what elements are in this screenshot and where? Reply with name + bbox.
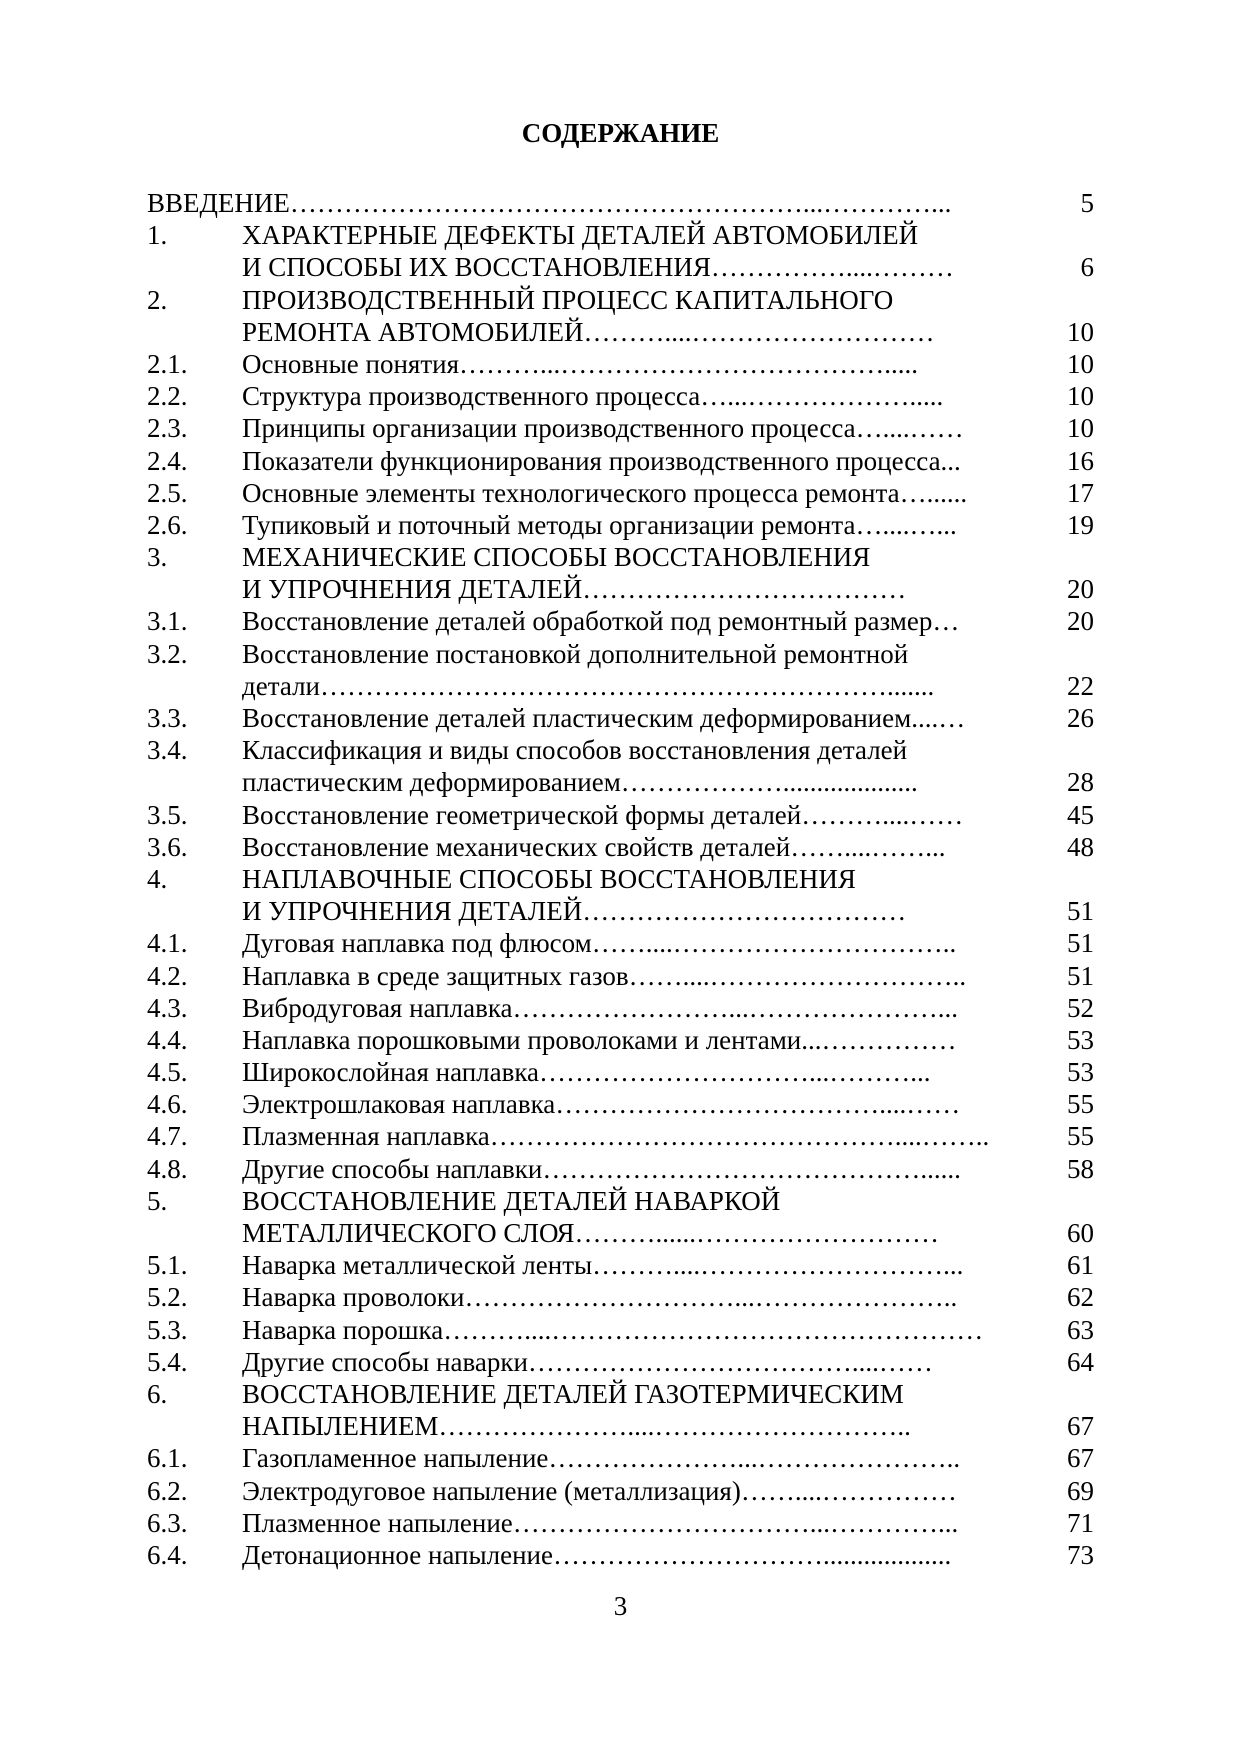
toc-entry-page: 48: [1067, 831, 1094, 862]
toc-entry-page: 10: [1067, 348, 1094, 379]
toc-entry: [147, 1410, 1097, 1442]
toc-entry-page: 10: [1067, 316, 1094, 347]
toc-entry: [147, 1539, 1097, 1571]
toc-entry-title: Наварка порошка………....…………………………………………: [242, 1314, 984, 1345]
toc-entry-title: И СПОСОБЫ ИХ ВОССТАНОВЛЕНИЯ……………....………: [242, 252, 954, 283]
toc-entry-number: 2.1.: [147, 348, 188, 379]
toc-entry-title: ВВЕДЕНИЕ…………………………………………………...…………...: [147, 188, 952, 218]
toc-entry-title: Наплавка в среде защитных газов……....………………………..: [242, 960, 967, 991]
toc-entry: [147, 477, 1097, 509]
toc-entry-title: пластическим деформированием………………....................: [242, 767, 918, 798]
toc-entry-page: 58: [1067, 1153, 1094, 1184]
toc-entry-page: 64: [1067, 1346, 1094, 1377]
toc-entry-title: Основные понятия………...……………………………….....: [242, 348, 918, 379]
toc-entry: [147, 1281, 1097, 1313]
toc-entry-title: Другие способы наварки………………………………....……: [242, 1346, 933, 1377]
toc-entry-page: 62: [1067, 1282, 1094, 1313]
toc-entry: [147, 1346, 1097, 1378]
page-title: СОДЕРЖАНИЕ: [521, 118, 720, 148]
toc-entry-title: Широкослойная наплавка…………………………...………...: [242, 1057, 931, 1088]
toc-entry-number: 4.7.: [147, 1121, 188, 1152]
toc-entry-number: 4.: [147, 863, 168, 894]
toc-entry-title: Вибродуговая наплавка……………………...…………………...: [242, 992, 959, 1023]
toc-entry-title: Другие способы наплавки……………………………………......: [242, 1153, 961, 1184]
toc-entry-title: Принципы организации производственного процесса…....……: [242, 413, 964, 444]
toc-entry-title: Восстановление деталей пластическим деформированием....…: [242, 703, 966, 733]
toc-entry: [147, 1314, 1097, 1346]
toc-entry-page: 5: [1080, 188, 1094, 218]
toc-entry-title: НАПЫЛЕНИЕМ…………………....………………………..: [242, 1411, 911, 1442]
toc-entry-page: 16: [1067, 445, 1094, 476]
toc-entry-title: Восстановление геометрической формы деталей………....……: [242, 799, 964, 830]
toc-entry-page: 55: [1067, 1089, 1094, 1120]
toc-entry-page: 51: [1067, 896, 1094, 927]
toc-entry: [147, 541, 1097, 573]
toc-entry-number: 3.3.: [147, 703, 188, 733]
toc-entry-number: 4.2.: [147, 960, 188, 991]
toc-entry-page: 19: [1067, 509, 1094, 540]
toc-entry-number: 3.: [147, 542, 168, 573]
toc-entry-number: 2.: [147, 284, 168, 315]
toc-entry-number: 6.1.: [147, 1443, 188, 1474]
toc-entry-page: 67: [1067, 1411, 1094, 1442]
toc-entry: [147, 284, 1097, 316]
toc-entry: [147, 895, 1097, 927]
toc-entry-title: Наварка металлической ленты………....………………………...: [242, 1250, 964, 1281]
toc-entry-title: Основные элементы технологического процесса ремонта…......: [242, 477, 968, 508]
toc-entry: [147, 1442, 1097, 1474]
toc-entry: [147, 1024, 1097, 1056]
toc-entry-number: 5.2.: [147, 1282, 188, 1313]
toc-entry-title: Дуговая наплавка под флюсом……....…………………………..: [242, 928, 957, 959]
toc-entry-title: Плазменная наплавка………………………………………....……..: [242, 1121, 990, 1152]
toc-entry-number: 6.4.: [147, 1539, 188, 1570]
toc-entry: [147, 992, 1097, 1024]
page-number: 3: [613, 1591, 628, 1621]
toc-entry-page: 10: [1067, 381, 1094, 412]
toc-entry-number: 5.1.: [147, 1250, 188, 1281]
toc-entry-page: 10: [1067, 413, 1094, 444]
toc-entry: [147, 1378, 1097, 1410]
toc-entry-title: НАПЛАВОЧНЫЕ СПОСОБЫ ВОССТАНОВЛЕНИЯ: [242, 863, 856, 894]
toc-entry-page: 20: [1067, 574, 1094, 605]
toc-entry: [147, 670, 1097, 702]
toc-entry: [147, 251, 1097, 283]
toc-entry: [147, 316, 1097, 348]
toc-entry-number: 4.6.: [147, 1089, 188, 1120]
toc-entry-number: 5.3.: [147, 1314, 188, 1345]
toc-entry-page: 51: [1067, 960, 1094, 991]
toc-entry-page: 17: [1067, 477, 1094, 508]
toc-entry: [147, 605, 1097, 637]
toc-entry-page: 20: [1067, 606, 1094, 637]
toc-entry-title: Восстановление постановкой дополнительной ремонтной: [242, 638, 909, 669]
toc-entry-title: МЕТАЛЛИЧЕСКОГО СЛОЯ………......………………………: [242, 1218, 940, 1248]
toc-entry: [147, 509, 1097, 541]
toc-entry-title: ПРОИЗВОДСТВЕННЫЙ ПРОЦЕСС КАПИТАЛЬНОГО: [242, 284, 894, 315]
toc-entry: [147, 1056, 1097, 1088]
toc-entry-number: 2.3.: [147, 413, 188, 444]
toc-entry-number: 3.6.: [147, 831, 188, 862]
toc-entry: [147, 219, 1097, 251]
toc-entry-number: 4.5.: [147, 1057, 188, 1088]
toc-entry-title: Электродуговое напыление (металлизация)……....……………: [242, 1475, 957, 1506]
toc-entry-page: 63: [1067, 1314, 1094, 1345]
toc-entry-title: Классификация и виды способов восстановления деталей: [242, 735, 908, 766]
toc-entry-title: Показатели функционирования производственного процесса...: [242, 445, 961, 476]
toc-entry-page: 53: [1067, 1024, 1094, 1055]
toc-entry: [147, 1185, 1097, 1217]
toc-entry-page: 61: [1067, 1250, 1094, 1281]
toc-entry-page: 73: [1067, 1539, 1094, 1570]
toc-entry-title: Тупиковый и поточный методы организации ремонта…....…...: [242, 509, 957, 540]
toc-entry-title: Детонационное напыление…………………………...................: [242, 1539, 952, 1570]
toc-entry-title: Плазменное напыление……………………………...…………...: [242, 1507, 959, 1538]
toc-entry-number: 4.3.: [147, 992, 188, 1023]
toc-entry-title: И УПРОЧНЕНИЯ ДЕТАЛЕЙ………………………………: [242, 896, 907, 927]
toc-entry: [147, 1088, 1097, 1120]
toc-entry-page: 51: [1067, 928, 1094, 959]
toc-entry: [147, 445, 1097, 477]
toc-entry-number: 1.: [147, 220, 168, 251]
toc-entry-title: ХАРАКТЕРНЫЕ ДЕФЕКТЫ ДЕТАЛЕЙ АВТОМОБИЛЕЙ: [242, 220, 919, 251]
toc-entry: [147, 1153, 1097, 1185]
toc-entry-number: 2.6.: [147, 509, 188, 540]
toc-entry-number: 6.: [147, 1378, 168, 1409]
toc-entry: [147, 1249, 1097, 1281]
toc-entry: [147, 1507, 1097, 1539]
toc-entry-page: 6: [1080, 252, 1094, 283]
toc-entry: [147, 348, 1097, 380]
toc-entry: [147, 412, 1097, 444]
toc-entry-page: 69: [1067, 1475, 1094, 1506]
toc-entry: [147, 766, 1097, 798]
toc-entry-page: 67: [1067, 1443, 1094, 1474]
toc-entry-page: 71: [1067, 1507, 1094, 1538]
toc-entry-number: 3.1.: [147, 606, 188, 637]
toc-entry-number: 2.5.: [147, 477, 188, 508]
toc-entry-title: Электрошлаковая наплавка………………………………....……: [242, 1089, 961, 1120]
toc-entry: [147, 927, 1097, 959]
toc-entry-title: И УПРОЧНЕНИЯ ДЕТАЛЕЙ………………………………: [242, 574, 907, 605]
toc-entry: [147, 380, 1097, 412]
toc-entry: [147, 960, 1097, 992]
toc-entry-title: ВОССТАНОВЛЕНИЕ ДЕТАЛЕЙ ГАЗОТЕРМИЧЕСКИМ: [242, 1378, 904, 1409]
toc-entry: [147, 1475, 1097, 1507]
toc-entry: [147, 187, 1097, 219]
toc-entry-number: 5.4.: [147, 1346, 188, 1377]
toc-entry-title: ВОССТАНОВЛЕНИЕ ДЕТАЛЕЙ НАВАРКОЙ: [242, 1185, 781, 1216]
toc-entry: [147, 831, 1097, 863]
toc-entry-page: 52: [1067, 992, 1094, 1023]
toc-entry: [147, 799, 1097, 831]
toc-entry: [147, 1217, 1097, 1249]
toc-entry: [147, 863, 1097, 895]
toc-entry: [147, 702, 1097, 734]
table-of-contents: [147, 187, 1097, 1571]
toc-entry-page: 55: [1067, 1121, 1094, 1152]
toc-entry-title: Восстановление деталей обработкой под ремонтный размер…: [242, 606, 960, 637]
toc-entry-title: Наварка проволоки…………………………...…………………..: [242, 1282, 958, 1313]
toc-entry-number: 2.4.: [147, 445, 188, 476]
toc-entry-number: 2.2.: [147, 381, 188, 412]
toc-entry-page: 22: [1067, 670, 1094, 701]
toc-entry-title: Структура производственного процесса…...……………….....: [242, 381, 944, 412]
toc-entry-number: 6.2.: [147, 1475, 188, 1506]
toc-entry-title: Восстановление механических свойств деталей……....……...: [242, 831, 946, 862]
toc-entry-number: 4.8.: [147, 1153, 188, 1184]
toc-entry-number: 6.3.: [147, 1507, 188, 1538]
toc-entry-page: 60: [1067, 1218, 1094, 1248]
toc-entry: [147, 1120, 1097, 1152]
toc-entry-number: 4.4.: [147, 1024, 188, 1055]
toc-entry-title: Газопламенное напыление…………………...…………………..: [242, 1443, 961, 1474]
toc-entry-number: 3.2.: [147, 638, 188, 669]
toc-entry-title: Наплавка порошковыми проволоками и лентами...……………: [242, 1024, 957, 1055]
toc-entry-page: 45: [1067, 799, 1094, 830]
toc-entry-page: 28: [1067, 767, 1094, 798]
toc-entry: [147, 638, 1097, 670]
toc-entry-title: МЕХАНИЧЕСКИЕ СПОСОБЫ ВОССТАНОВЛЕНИЯ: [242, 542, 871, 573]
toc-entry-number: 5.: [147, 1185, 168, 1216]
toc-entry-number: 3.5.: [147, 799, 188, 830]
toc-entry-title: детали……………………………………………………….......: [242, 670, 935, 701]
toc-entry-number: 4.1.: [147, 928, 188, 959]
toc-entry-page: 26: [1067, 703, 1094, 733]
toc-entry-page: 53: [1067, 1057, 1094, 1088]
toc-entry-number: 3.4.: [147, 735, 188, 766]
toc-entry-title: РЕМОНТА АВТОМОБИЛЕЙ………....………………………: [242, 316, 935, 347]
toc-entry: [147, 734, 1097, 766]
toc-entry: [147, 573, 1097, 605]
